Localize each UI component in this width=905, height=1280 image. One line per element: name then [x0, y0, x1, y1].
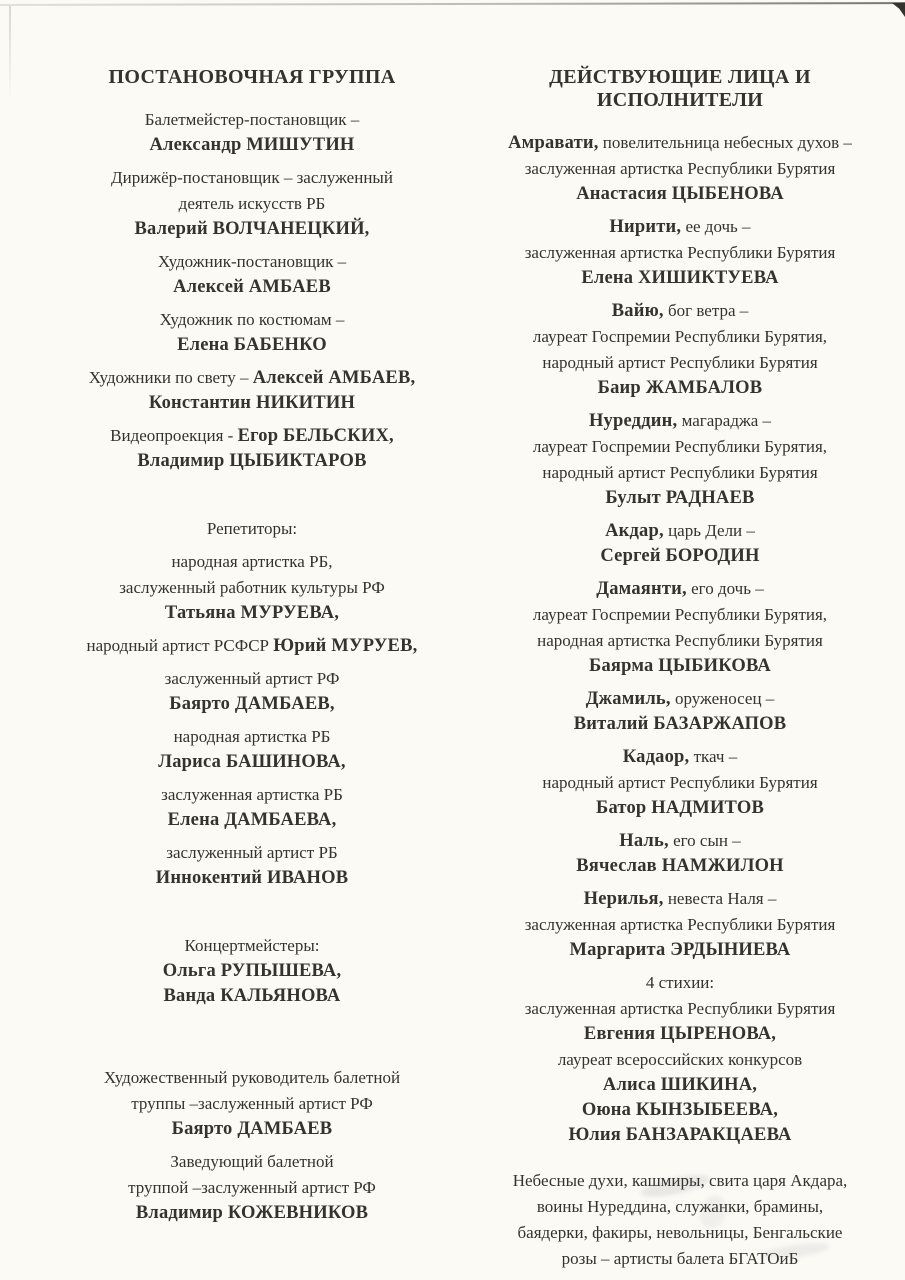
- text-line: народная артистка РБ: [173, 727, 331, 746]
- text-line: лауреат Госпремии Республики Бурятия,: [532, 327, 828, 346]
- text-line: Сергей БОРОДИН: [600, 546, 760, 566]
- text-line: 4 стихии:: [645, 973, 715, 992]
- cast-block: [466, 970, 894, 1148]
- cast-block: [466, 1168, 894, 1272]
- text-line: Алиса ШИКИНА,: [602, 1075, 758, 1095]
- credit-block: [42, 1149, 462, 1226]
- text-line: Маргарита ЭРДЫНИЕВА: [569, 940, 791, 960]
- text-line: Алексей АМБАЕВ: [173, 277, 331, 297]
- text-line: заслуженная артистка Республики Бурятия: [524, 243, 836, 262]
- text-line: Баярто ДАМБАЕВ,: [169, 694, 335, 714]
- cast-block: [466, 886, 894, 963]
- cast-column: [466, 66, 894, 1272]
- text-line: Дирижёр-постановщик – заслуженный: [111, 168, 393, 187]
- credit-block: [42, 1065, 462, 1142]
- text-line: Лариса БАШИНОВА,: [158, 752, 346, 772]
- credit-block: [42, 423, 462, 474]
- text-line: Елена БАБЕНКО: [177, 335, 327, 355]
- scan-edge-left: [9, 6, 11, 101]
- credit-block: [42, 666, 462, 717]
- scan-edge-top: [0, 2, 905, 6]
- cast-block: [466, 686, 894, 737]
- credit-block: [42, 107, 462, 158]
- text-line: Булыт РАДНАЕВ: [605, 488, 755, 508]
- text-line: розы – артисты балета БГАТОиБ: [561, 1249, 799, 1268]
- text-line: лауреат Госпремии Республики Бурятия,: [532, 437, 828, 456]
- text-line: Юлия БАНЗАРАКЦАЕВА: [568, 1125, 792, 1145]
- text-line: заслуженный работник культуры РФ: [119, 578, 385, 597]
- text-line: лауреат Госпремии Республики Бурятия,: [532, 605, 828, 624]
- text-line: Баярма ЦЫБИКОВА: [589, 656, 771, 676]
- text-line: народный артист Республики Бурятия: [542, 773, 818, 792]
- cast-block: [466, 130, 894, 207]
- text-line: народный артист Республики Бурятия: [542, 353, 818, 372]
- text-line: Небесные духи, кашмиры, свита царя Акдара,: [512, 1171, 848, 1190]
- production-blocks: [42, 107, 462, 1226]
- text-line: Дамаянти, его дочь –: [596, 579, 764, 599]
- text-line: Художники по свету – Алексей АМБАЕВ,: [88, 368, 416, 388]
- text-line: баядерки, факиры, невольницы, Бенгальские: [517, 1223, 843, 1242]
- credit-block: [42, 840, 462, 891]
- text-line: Иннокентий ИВАНОВ: [155, 868, 349, 888]
- cast-block: [466, 576, 894, 679]
- text-line: Амравати, повелительница небесных духов –: [508, 133, 852, 153]
- text-line: Владимир ЦЫБИКТАРОВ: [137, 451, 367, 471]
- text-line: Вячеслав НАМЖИЛОН: [576, 856, 784, 876]
- text-line: народная артистка РБ,: [171, 552, 333, 571]
- text-line: Батор НАДМИТОВ: [596, 798, 764, 818]
- cast-block: [466, 828, 894, 879]
- text-line: Татьяна МУРУЕВА,: [164, 603, 340, 623]
- text-line: Ольга РУПЫШЕВА,: [162, 961, 342, 981]
- text-line: Нуреддин, магараджа –: [588, 411, 772, 431]
- text-line: Вайю, бог ветра –: [611, 301, 749, 321]
- text-line: Кадаор, ткач –: [622, 747, 738, 767]
- cast-block: [466, 518, 894, 569]
- credit-block: [42, 249, 462, 300]
- credit-block: [42, 633, 462, 659]
- credit-block: [42, 365, 462, 416]
- text-line: Оюна КЫНЗЫБЕЕВА,: [581, 1100, 779, 1120]
- credit-block: [42, 724, 462, 775]
- text-line: Александр МИШУТИН: [149, 135, 355, 155]
- text-line: Елена ХИШИКТУЕВА: [581, 268, 779, 288]
- text-line: труппы –заслуженный артист РФ: [131, 1094, 373, 1113]
- text-line: Константин НИКИТИН: [148, 393, 356, 413]
- production-column: [42, 66, 462, 1226]
- text-line: Виталий БАЗАРЖАПОВ: [573, 714, 787, 734]
- text-line: Репетиторы:: [206, 519, 298, 538]
- text-line: народный артист РСФСР Юрий МУРУЕВ,: [86, 636, 418, 656]
- text-line: Джамиль, оруженосец –: [585, 689, 775, 709]
- text-line: Концертмейстеры:: [184, 936, 320, 955]
- credit-block: [42, 549, 462, 626]
- text-line: Баярто ДАМБАЕВ: [171, 1119, 333, 1139]
- text-line: народный артист Республики Бурятия: [542, 463, 818, 482]
- text-line: заслуженный артист РБ: [166, 843, 338, 862]
- text-line: заслуженная артистка РБ: [161, 785, 343, 804]
- credit-block: [42, 165, 462, 242]
- cast-block: [466, 214, 894, 291]
- text-line: труппой –заслуженный артист РФ: [128, 1178, 376, 1197]
- cast-column-title: ДЕЙСТВУЮЩИЕ ЛИЦА И ИСПОЛНИТЕЛИ: [549, 66, 811, 111]
- text-line: Художественный руководитель балетной: [103, 1068, 401, 1087]
- text-line: Художник по костюмам –: [159, 310, 345, 329]
- cast-block: [466, 408, 894, 511]
- text-line: заслуженная артистка Республики Бурятия: [524, 159, 836, 178]
- text-line: лауреат всероссийских конкурсов: [557, 1050, 803, 1069]
- text-line: Елена ДАМБАЕВА,: [167, 810, 337, 830]
- credit-block: [42, 307, 462, 358]
- text-line: Наль, его сын –: [619, 831, 741, 851]
- text-line: Баир ЖАМБАЛОВ: [597, 378, 763, 398]
- text-line: заслуженный артист РФ: [164, 669, 340, 688]
- text-line: Заведующий балетной: [170, 1152, 334, 1171]
- text-line: народная артистка Республики Бурятия: [537, 631, 823, 650]
- credit-block: [42, 516, 462, 542]
- text-line: Евгения ЦЫРЕНОВА,: [583, 1024, 777, 1044]
- text-line: заслуженная артистка Республики Бурятия: [524, 915, 836, 934]
- text-line: Нирити, ее дочь –: [609, 217, 751, 237]
- text-line: Валерий ВОЛЧАНЕЦКИЙ,: [134, 219, 370, 239]
- cast-block: [466, 298, 894, 401]
- text-line: Художник-постановщик –: [157, 252, 347, 271]
- cast-block: [466, 744, 894, 821]
- credit-block: [42, 782, 462, 833]
- text-line: Ванда КАЛЬЯНОВА: [163, 986, 341, 1006]
- credit-block: [42, 933, 462, 1009]
- text-line: воины Нуреддина, служанки, брамины,: [536, 1197, 824, 1216]
- text-line: деятель искусств РБ: [178, 194, 326, 213]
- text-line: Акдар, царь Дели –: [605, 521, 755, 541]
- text-line: Анастасия ЦЫБЕНОВА: [576, 184, 784, 204]
- text-line: Владимир КОЖЕВНИКОВ: [135, 1203, 369, 1223]
- text-line: заслуженная артистка Республики Бурятия: [524, 999, 836, 1018]
- production-column-title: ПОСТАНОВОЧНАЯ ГРУППА: [108, 66, 396, 88]
- scan-corner-mark: [892, 3, 905, 17]
- text-line: Видеопроекция - Егор БЕЛЬСКИХ,: [110, 426, 394, 446]
- text-line: Балетмейстер-постановщик –: [144, 110, 360, 129]
- cast-blocks: [466, 130, 894, 1272]
- text-line: Нерилья, невеста Наля –: [583, 889, 777, 909]
